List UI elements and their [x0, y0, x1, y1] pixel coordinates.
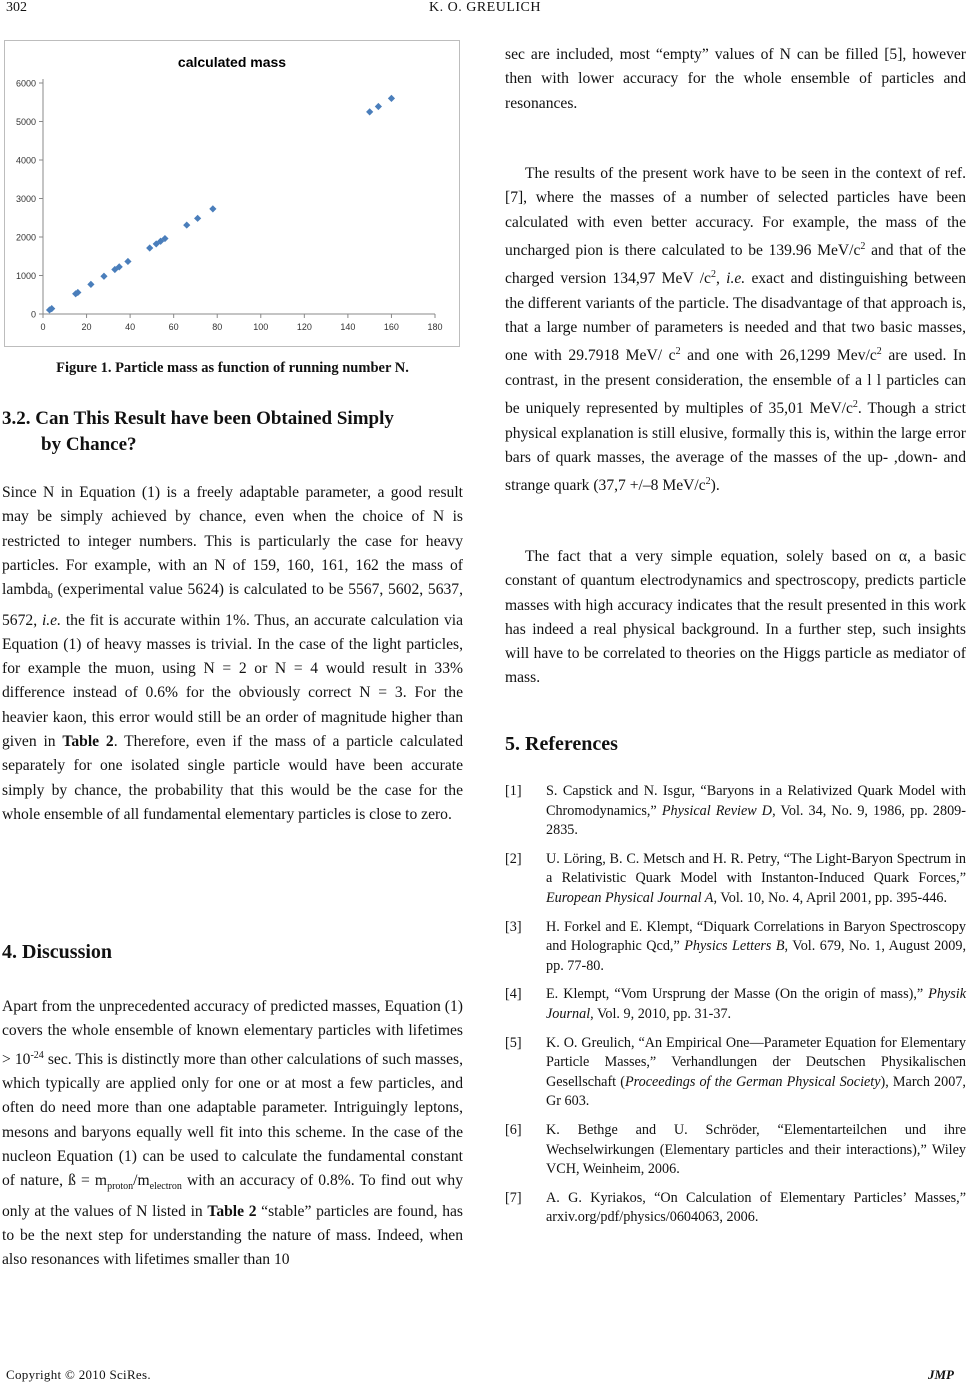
- subscript: electron: [149, 1181, 182, 1193]
- x-tick-label: 160: [383, 322, 399, 332]
- text-run: exact and distinguishing between the different variants of the particle. The disadvantage of that approach is, that a large number of parameters is needed and that two basic masses, one with 29.7918 MeV/ c: [505, 270, 966, 365]
- discussion-paragraph-1-left: [2, 995, 463, 1273]
- data-point: [87, 281, 94, 288]
- y-tick-label: 0: [30, 309, 36, 320]
- text-run: A. G. Kyriakos, “On Calculation of Elementary Particles’ Masses,” arxiv.org/pdf/physics/0604063, 2006.: [546, 1189, 966, 1226]
- subscript: proton: [107, 1181, 134, 1193]
- data-point: [183, 221, 190, 228]
- text-run: H. Forkel and E. Klempt, “Diquark Correlations in Baryon Spectroscopy and Holographic Qcd,”: [546, 918, 966, 955]
- section-3-2-heading-line2: by Chance?: [41, 434, 137, 455]
- text-run: , Vol. 679, No. 1, August 2009, pp. 77-80.: [546, 938, 966, 974]
- superscript: 2: [705, 476, 711, 488]
- y-tick-label: 5000: [15, 117, 36, 127]
- text-run: sec are included, most “empty” values of N can be filled [5], however then with lower accuracy for the whole ensemble of particles and resonances.: [505, 46, 966, 112]
- reference-item: [505, 1121, 966, 1180]
- data-point: [124, 258, 131, 265]
- text-run: Apart from the unprecedented accuracy of predicted masses, Equation (1) covers the whole ensemble of known elementary particles with lifetimes > 10: [2, 998, 463, 1068]
- journal-abbreviation: JMP: [928, 1367, 954, 1382]
- discussion-paragraph-1-right: [505, 43, 966, 116]
- reference-item: [505, 850, 966, 909]
- reference-item: [505, 782, 966, 841]
- text-run: Since N in Equation (1) is a freely adaptable parameter, a good result may be simply achieved by chance, even when the choice of N is restricted to integer numbers. This is particularly the case for heavy particles. For example, with an N of 159, 160, 161, 162 the mass of lambda: [2, 484, 463, 599]
- text-run: and that of the charged version 134,97 MeV /c: [505, 242, 966, 288]
- data-point: [366, 108, 373, 115]
- text-run: . Therefore, even if the mass of a particle calculated separately for one isolated single particle would have been accurate simply by chance, the probability that this would be the case for the whole ensemble of all fundamental elementary particles is close to zero.: [2, 733, 463, 823]
- text-run: K. Bethge and U. Schröder, “Elementarteilchen und ihre Wechselwirkungen (Elementary particles and their interactions),” Wiley VCH, Weinheim, 2006.: [546, 1121, 966, 1178]
- x-tick-label: 80: [212, 322, 223, 332]
- references-heading: 5. References: [505, 733, 618, 755]
- section-4-heading: 4. Discussion: [2, 941, 113, 963]
- journal-name: Physik Journal: [546, 986, 966, 1022]
- text-run: are used. In contrast, in the present consideration, the ensemble of a l l particles can be uniquely represented by multiples of 35,01 MeV/c: [505, 347, 967, 418]
- x-tick-label: 0: [40, 322, 46, 332]
- text-run: ).: [710, 477, 720, 495]
- running-header-author: K. O. GREULICH: [429, 0, 541, 15]
- chart-title: calculated mass: [177, 54, 287, 70]
- text-run: with an accuracy of 0.8%. To find out why only at the values of N listed in: [2, 1172, 463, 1220]
- references-list: [505, 782, 966, 1237]
- text-run: , Vol. 34, No. 9, 1986, pp. 2809-2835.: [546, 802, 966, 839]
- section-3-2-heading: [2, 406, 463, 458]
- superscript: 2: [852, 399, 858, 411]
- reference-number: [2]: [505, 850, 522, 867]
- superscript: 2: [876, 346, 882, 358]
- x-tick-label: 40: [125, 322, 136, 332]
- figure-caption: Figure 1. Particle mass as function of running number N.: [56, 360, 409, 376]
- reference-number: [7]: [505, 1189, 522, 1206]
- text-run: K. O. Greulich, “An Empirical One—Parameter Equation for Elementary Particle Masses,” Verhandlungen der Deutschen Physikalischen Gesellschaft (: [546, 1034, 966, 1090]
- reference-number: [3]: [505, 918, 522, 935]
- figure-1-chart: [4, 40, 460, 347]
- scatter-chart: [5, 41, 459, 346]
- data-point: [100, 273, 107, 280]
- journal-name: European Physical Journal A: [546, 889, 714, 906]
- table-reference: Table 2: [62, 733, 114, 751]
- reference-item: [505, 985, 966, 1024]
- reference-item: [505, 1189, 966, 1228]
- text-run: U. Löring, B. C. Metsch and H. R. Petry, “The Light-Baryon Spectrum in a Relativistic Quark Model with Instanton-Induced Quark Forces,”: [546, 850, 966, 887]
- text-run: , Vol. 10, No. 4, April 2001, pp. 395-446.: [713, 889, 948, 906]
- text-run: ), March 2007, Gr 603.: [546, 1073, 966, 1110]
- data-point: [375, 103, 382, 110]
- text-run: ,: [715, 270, 727, 288]
- text-run: “stable” particles are found, has to be the next step for understanding the nature of mass. Indeed, when also resonances with lifetimes smaller than 10: [2, 1202, 463, 1269]
- text-run: The results of the present work have to be seen in the context of ref. [7], where the masses of a number of selected particles have been calculated with even better accuracy. For example, the mass of the uncharged pion is there calculated to be 139.96 MeV/c: [505, 165, 966, 260]
- text-run: S. Capstick and N. Isgur, “Baryons in a Relativized Quark Model with Chromodynamics,”: [546, 783, 966, 819]
- y-tick-label: 2000: [15, 232, 36, 243]
- data-point: [388, 95, 395, 102]
- journal-name: Physics Letters B: [684, 938, 785, 955]
- text-run: E. Klempt, “Vom Ursprung der Masse (On the origin of mass),”: [546, 986, 929, 1003]
- reference-number: [5]: [505, 1034, 522, 1051]
- data-point: [209, 205, 216, 212]
- y-tick-label: 1000: [15, 271, 36, 281]
- x-tick-label: 180: [427, 322, 443, 332]
- y-tick-label: 6000: [15, 78, 36, 89]
- subscript: b: [47, 590, 53, 602]
- x-tick-label: 100: [253, 322, 269, 332]
- copyright-footer: Copyright © 2010 SciRes.: [6, 1367, 151, 1382]
- section-3-2-paragraph: [2, 481, 463, 827]
- data-point: [146, 244, 153, 251]
- reference-number: [4]: [505, 986, 522, 1003]
- text-run: the fit is accurate within 1%. Thus, an accurate calculation via Equation (1) of heavy masses is trivial. In the case of the light particles, for example the muon, using N = 2 or N = 4 would result in 33% difference instead of 0.6% for the obviously correct N = 3. For the heavier kaon, this error would still be an order of magnitude higher than given in: [2, 611, 463, 751]
- superscript: 2: [860, 240, 866, 252]
- table-reference: Table 2: [207, 1202, 257, 1220]
- text-run: . Though a strict physical explanation is still elusive, formally this is, within the large error bars of quark masses, the average of the masses of the up- ,down- and strange quark (37,7 +/–8 MeV/c: [505, 400, 966, 495]
- superscript: 2: [675, 346, 681, 358]
- journal-name: Physical Review D: [661, 802, 773, 819]
- text-run: (experimental value 5624) is calculated to be 5567, 5602, 5637, 5672,: [2, 581, 463, 629]
- text-run: , Vol. 9, 2010, pp. 31-37.: [590, 1005, 732, 1022]
- superscript: 2: [710, 269, 716, 281]
- reference-item: [505, 918, 966, 977]
- reference-number: [1]: [505, 783, 522, 799]
- discussion-paragraph-3: The fact that a very simple equation, solely based on α, a basic constant of quantum electrodynamics and spectroscopy, predicts particle masses with high accuracy indicates that the result presented in this work has indeed a real physical background. In a further step, such insights will have to be correlated to theories on the Higgs particle as mediator of mass.: [505, 548, 966, 687]
- discussion-paragraph-2: [505, 162, 966, 499]
- italic-text: i.e.: [726, 270, 746, 288]
- journal-name: Proceedings of the German Physical Society: [624, 1073, 881, 1090]
- x-tick-label: 60: [168, 322, 179, 332]
- superscript: -24: [30, 1049, 44, 1061]
- text-run: /m: [133, 1172, 150, 1190]
- page-number: 302: [6, 0, 27, 15]
- reference-number: [6]: [505, 1121, 522, 1138]
- x-tick-label: 120: [296, 322, 312, 332]
- reference-item: [505, 1034, 966, 1112]
- italic-text: i.e.: [41, 611, 61, 629]
- data-point: [194, 215, 201, 222]
- section-3-2-heading-line1: 3.2. Can This Result have been Obtained Simply: [2, 408, 394, 429]
- text-run: and one with 26,1299 Mev/c: [680, 347, 877, 365]
- y-tick-label: 3000: [15, 194, 36, 204]
- text-run: sec. This is distinctly more than other calculations of such masses, which typically are applied only for one or at most a few particles, and often do need more than one adaptable parameter. Intriguingly leptons, mesons and baryons equally well fit into this scheme. In the case of the nucleon Equation (1) can be used to calculate the fundamental constant of nature, ß = m: [2, 1050, 463, 1190]
- x-tick-label: 20: [81, 322, 92, 332]
- y-tick-label: 4000: [15, 155, 36, 166]
- x-tick-label: 140: [340, 322, 356, 332]
